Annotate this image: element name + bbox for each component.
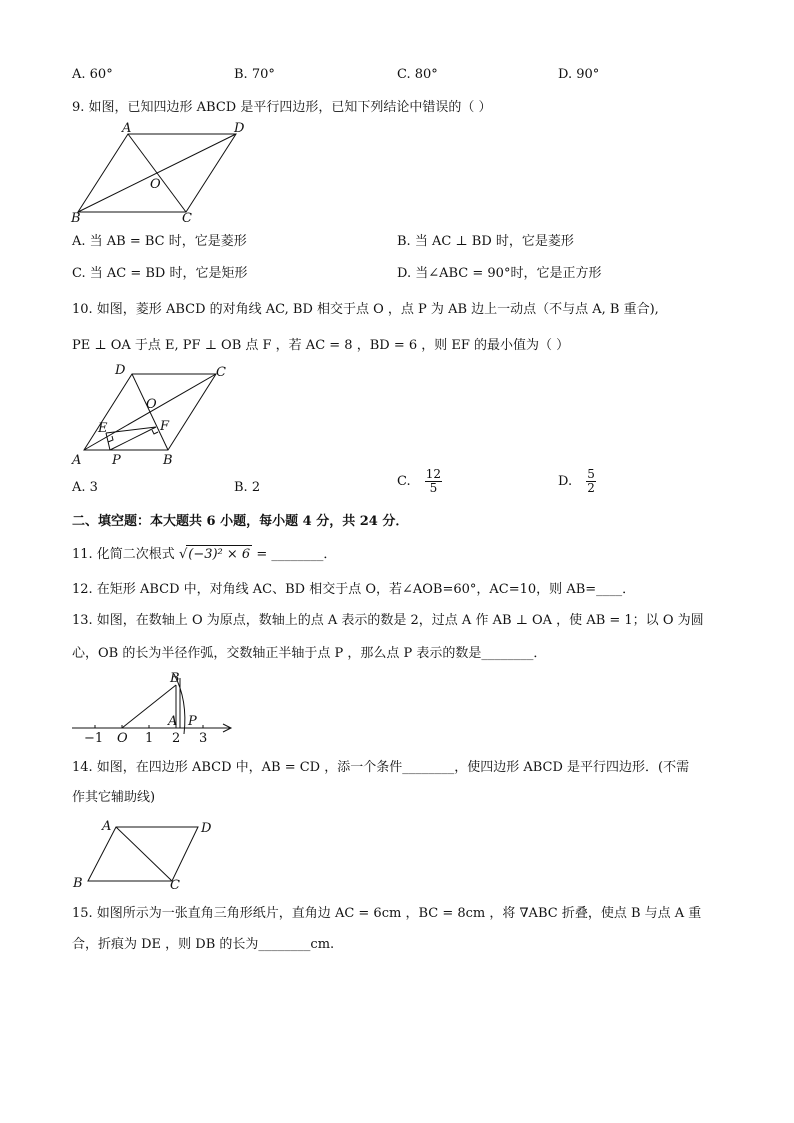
q9-option-c: C. 当 AC = BD 时，它是矩形 — [72, 266, 248, 281]
q9-option-a: A. 当 AB = BC 时，它是菱形 — [72, 234, 247, 249]
q10-option-d-prefix: D. — [558, 474, 573, 489]
q13-tick-label: O — [117, 731, 128, 744]
q13-tick-label: 2 — [172, 731, 181, 744]
q11-radicand: (−3)² × 6 — [188, 547, 251, 562]
q10-label-f: F — [160, 419, 170, 434]
q10-diagonal-bd — [132, 374, 168, 450]
q9-parallelogram-figure — [70, 120, 250, 226]
q10-segment-pf — [110, 427, 156, 450]
q13-number-line-figure — [70, 668, 240, 744]
q10-label-o: O — [146, 397, 157, 412]
q10-option-c-numerator: 12 — [425, 467, 442, 481]
q10-option-a: A. 3 — [72, 480, 98, 495]
q9-label-o: O — [150, 177, 161, 192]
q8-option-a: A. 60° — [72, 67, 113, 82]
q10-option-d-fraction — [586, 468, 596, 495]
q10-label-p: P — [112, 453, 121, 468]
q9-option-b: B. 当 AC ⊥ BD 时，它是菱形 — [397, 234, 574, 249]
q10-label-c: C — [216, 365, 226, 380]
q9-label-b: B — [71, 211, 81, 226]
section-2-heading: 二、填空题：本大题共 6 小题，每小题 4 分，共 24 分． — [72, 514, 409, 529]
q14-line2: 作其它辅助线) — [72, 790, 156, 805]
q9-stem: 9. 如图，已知四边形 ABCD 是平行四边形，已知下列结论中错误的（ ） — [72, 100, 492, 115]
q10-option-c — [397, 468, 442, 495]
q13-tick-label: 3 — [199, 731, 208, 744]
q14-label-d: D — [201, 821, 212, 836]
q9-label-d: D — [234, 121, 245, 136]
q13-tick-label: 1 — [145, 731, 154, 744]
q14-quadrilateral — [88, 827, 198, 881]
q10-option-d — [558, 468, 596, 495]
q14-diagonal-ac — [116, 827, 172, 881]
q8-option-c: C. 80° — [397, 67, 438, 82]
q10-option-c-prefix: C. — [397, 474, 411, 489]
q10-option-d-numerator: 5 — [587, 467, 595, 481]
q10-label-b: B — [163, 453, 173, 468]
q10-option-c-fraction — [425, 468, 442, 495]
q10-label-e: E — [98, 421, 108, 436]
q10-stem-line2: PE ⊥ OA 于点 E, PF ⊥ OB 点 F ，若 AC = 8 ，BD = 6 ，则 EF 的最小值为（ ） — [72, 338, 570, 353]
q14-label-c: C — [170, 878, 180, 893]
q11-suffix: = ________． — [252, 547, 337, 562]
q14-line1: 14. 如图，在四边形 ABCD 中，AB = CD ，添一个条件________，使四边形 ABCD 是平行四边形．(不需 — [72, 760, 690, 775]
q9-option-d: D. 当∠ABC = 90°时，它是正方形 — [397, 266, 602, 281]
q15-line1: 15. 如图所示为一张直角三角形纸片，直角边 AC = 6cm ，BC = 8cm ，将 ∇ABC 折叠，使点 B 与点 A 重 — [72, 906, 702, 921]
q9-label-c: C — [182, 211, 192, 226]
q10-rhombus-figure — [70, 360, 240, 470]
q10-label-d: D — [115, 363, 126, 378]
q12-text: 12. 在矩形 ABCD 中，对角线 AC、BD 相交于点 O，若∠AOB=60°，AC=10，则 AB=____． — [72, 582, 636, 597]
q9-diagonal-bd — [78, 134, 236, 212]
q10-stem-line1: 10. 如图，菱形 ABCD 的对角线 AC, BD 相交于点 O ，点 P 为 AB 边上一动点（不与点 A, B 重合), — [72, 302, 659, 317]
q10-option-c-denominator: 5 — [429, 481, 438, 495]
q13-label-p: P — [188, 714, 197, 729]
q14-quadrilateral-figure — [70, 815, 220, 895]
q14-label-b: B — [73, 876, 83, 891]
q10-option-d-denominator: 2 — [587, 481, 595, 495]
q13-label-b: B — [170, 671, 180, 686]
q13-line1: 13. 如图，在数轴上 O 为原点，数轴上的点 A 表示的数是 2，过点 A 作 AB ⊥ OA ，使 AB = 1；以 O 为圆 — [72, 613, 704, 628]
q9-label-a: A — [122, 121, 132, 136]
q10-segment-ef — [106, 427, 156, 433]
q10-right-angle-f — [152, 430, 158, 434]
q10-right-angle-e — [108, 436, 113, 442]
q8-option-d: D. 90° — [558, 67, 600, 82]
q13-line2: 心，OB 的长为半径作弧，交数轴正半轴于点 P ，那么点 P 表示的数是________． — [72, 646, 547, 661]
q14-label-a: A — [102, 819, 112, 834]
q8-option-b: B. 70° — [234, 67, 275, 82]
q15-line2: 合，折痕为 DE ，则 DB 的长为________cm. — [72, 937, 335, 952]
q13-tick-label: −1 — [84, 731, 104, 744]
q11-radical-sign: √ — [178, 547, 188, 562]
q11-prefix: 11. 化简二次根式 — [72, 547, 179, 562]
q13-label-a: A — [168, 714, 178, 729]
q10-option-b: B. 2 — [234, 480, 261, 495]
q11 — [72, 545, 336, 564]
q10-label-a: A — [72, 453, 82, 468]
